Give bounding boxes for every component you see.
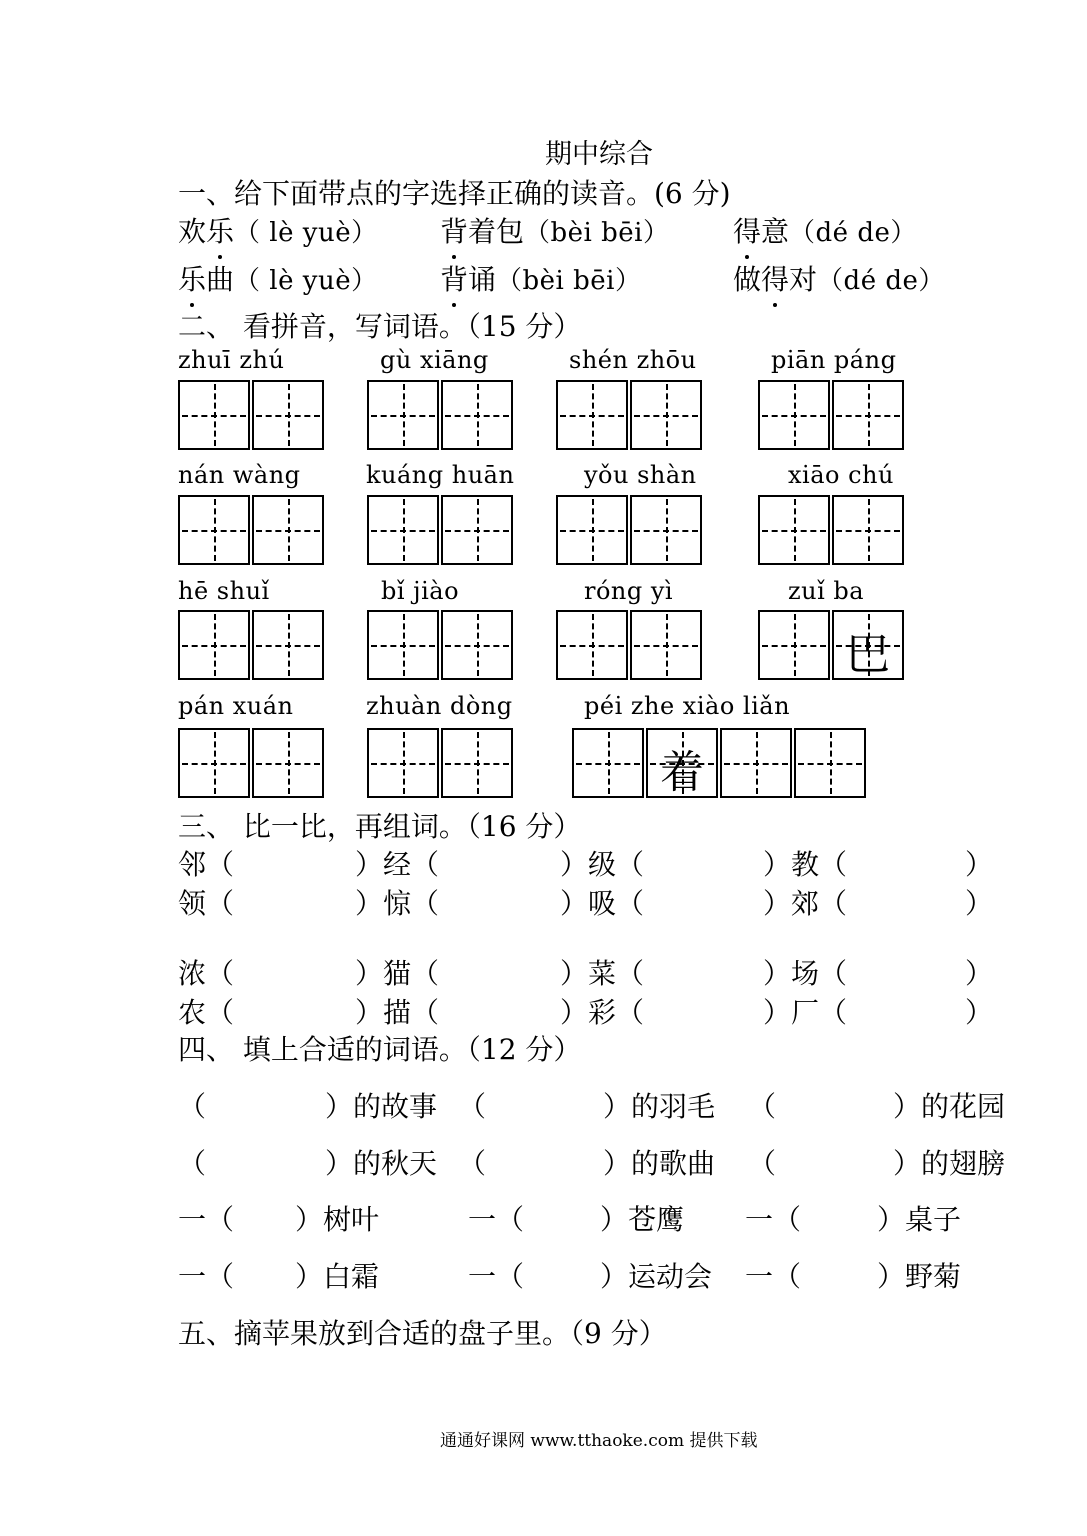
q1-item: 欢乐（ lè yuè） [178, 210, 378, 250]
pinyin-label: kuáng huān [366, 461, 515, 489]
prefilled-character: 巴 [846, 629, 890, 680]
pinyin-label: hē shuǐ [178, 577, 270, 605]
q4-cell: ）的故事 [325, 1090, 438, 1123]
writing-grid[interactable] [178, 495, 324, 565]
writing-grid[interactable] [758, 610, 904, 680]
q3-cell: ）经（ [355, 848, 440, 881]
writing-grid[interactable] [367, 380, 513, 450]
pinyin-label: péi zhe xiào liǎn [584, 692, 791, 720]
q4-cell: （ [458, 1147, 487, 1180]
q1-heading: 一、给下面带点的字选择正确的读音。(6 分) [178, 177, 731, 210]
q4-cell: 一（ [745, 1203, 802, 1236]
q3-cell: ）吸（ [560, 887, 645, 920]
q4-cell: 一（ [745, 1260, 802, 1293]
q4-cell: ）的翅膀 [893, 1147, 1006, 1180]
q3-cell: ） [965, 996, 994, 1029]
q4-cell: ）的花园 [893, 1090, 1006, 1123]
writing-grid[interactable] [556, 380, 702, 450]
pinyin-label: pán xuán [178, 692, 294, 720]
q4-cell: ）的秋天 [325, 1147, 438, 1180]
q4-cell: ）树叶 [295, 1203, 380, 1236]
q4-cell: （ [178, 1147, 207, 1180]
q3-cell: ） [965, 848, 994, 881]
q5-heading: 五、摘苹果放到合适的盘子里。（9 分） [178, 1317, 667, 1350]
page-title: 期中综合 [545, 139, 653, 170]
writing-grid[interactable] [178, 380, 324, 450]
q3-cell: ）描（ [355, 996, 440, 1029]
q4-cell: ）的歌曲 [603, 1147, 716, 1180]
prefilled-character: 着 [660, 747, 704, 798]
writing-grid[interactable] [758, 495, 904, 565]
q1-item: 做得对（dé de） [733, 258, 945, 298]
q3-cell: ）猫（ [355, 957, 440, 990]
q4-cell: ）的羽毛 [603, 1090, 716, 1123]
q3-cell: 浓（ [178, 957, 235, 990]
pinyin-label: yǒu shàn [584, 461, 697, 489]
writing-grid[interactable] [556, 495, 702, 565]
writing-grid[interactable] [178, 610, 324, 680]
q4-cell: （ [748, 1147, 777, 1180]
q1-item: 得意（dé de） [733, 210, 917, 250]
q4-cell: ）运动会 [600, 1260, 713, 1293]
q3-cell: ）厂（ [763, 996, 848, 1029]
q4-cell: ）桌子 [877, 1203, 962, 1236]
writing-grid[interactable] [556, 610, 702, 680]
q4-cell: 一（ [468, 1203, 525, 1236]
writing-grid[interactable] [758, 380, 904, 450]
q3-cell: ）教（ [763, 848, 848, 881]
q4-cell: 一（ [178, 1260, 235, 1293]
q3-cell: ）场（ [763, 957, 848, 990]
pinyin-label: róng yì [584, 577, 674, 605]
pinyin-label: zhuàn dòng [366, 692, 513, 720]
q4-cell: ）野菊 [877, 1260, 962, 1293]
pinyin-label: nán wàng [178, 461, 301, 489]
writing-grid[interactable] [367, 610, 513, 680]
writing-grid[interactable] [367, 495, 513, 565]
q1-item: 背诵（bèi bēi） [440, 258, 642, 298]
q1-item: 乐曲（ lè yuè） [178, 258, 378, 298]
q4-heading: 四、 填上合适的词语。（12 分） [178, 1033, 582, 1066]
q3-cell: 农（ [178, 996, 235, 1029]
q4-cell: （ [458, 1090, 487, 1123]
pinyin-label: zuǐ ba [788, 577, 865, 605]
pinyin-label: zhuī zhú [178, 346, 285, 374]
q4-cell: 一（ [468, 1260, 525, 1293]
q3-cell: ）菜（ [560, 957, 645, 990]
pinyin-label: piān páng [771, 346, 897, 374]
q4-cell: （ [178, 1090, 207, 1123]
q3-cell: ） [965, 957, 994, 990]
q4-cell: （ [748, 1090, 777, 1123]
q4-cell: ）白霜 [295, 1260, 380, 1293]
writing-grid[interactable] [178, 728, 324, 798]
q3-cell: ） [965, 887, 994, 920]
writing-grid[interactable] [572, 728, 866, 798]
footer-credit: 通通好课网 www.tthaoke.com 提供下载 [440, 1431, 758, 1451]
pinyin-label: bǐ jiào [381, 577, 460, 605]
q3-cell: ）惊（ [355, 887, 440, 920]
q4-cell: ）苍鹰 [600, 1203, 685, 1236]
writing-grid[interactable] [367, 728, 513, 798]
pinyin-label: shén zhōu [569, 346, 697, 374]
q3-heading: 三、 比一比，再组词。（16 分） [178, 810, 582, 843]
pinyin-label: xiāo chú [788, 461, 894, 489]
q3-cell: 领（ [178, 887, 235, 920]
q3-cell: ）级（ [560, 848, 645, 881]
q2-heading: 二、 看拼音，写词语。（15 分） [178, 310, 582, 343]
q3-cell: ）郊（ [763, 887, 848, 920]
q4-cell: 一（ [178, 1203, 235, 1236]
pinyin-label: gù xiāng [380, 346, 489, 374]
q3-cell: 邻（ [178, 848, 235, 881]
q1-item: 背着包（bèi bēi） [440, 210, 670, 250]
q3-cell: ）彩（ [560, 996, 645, 1029]
